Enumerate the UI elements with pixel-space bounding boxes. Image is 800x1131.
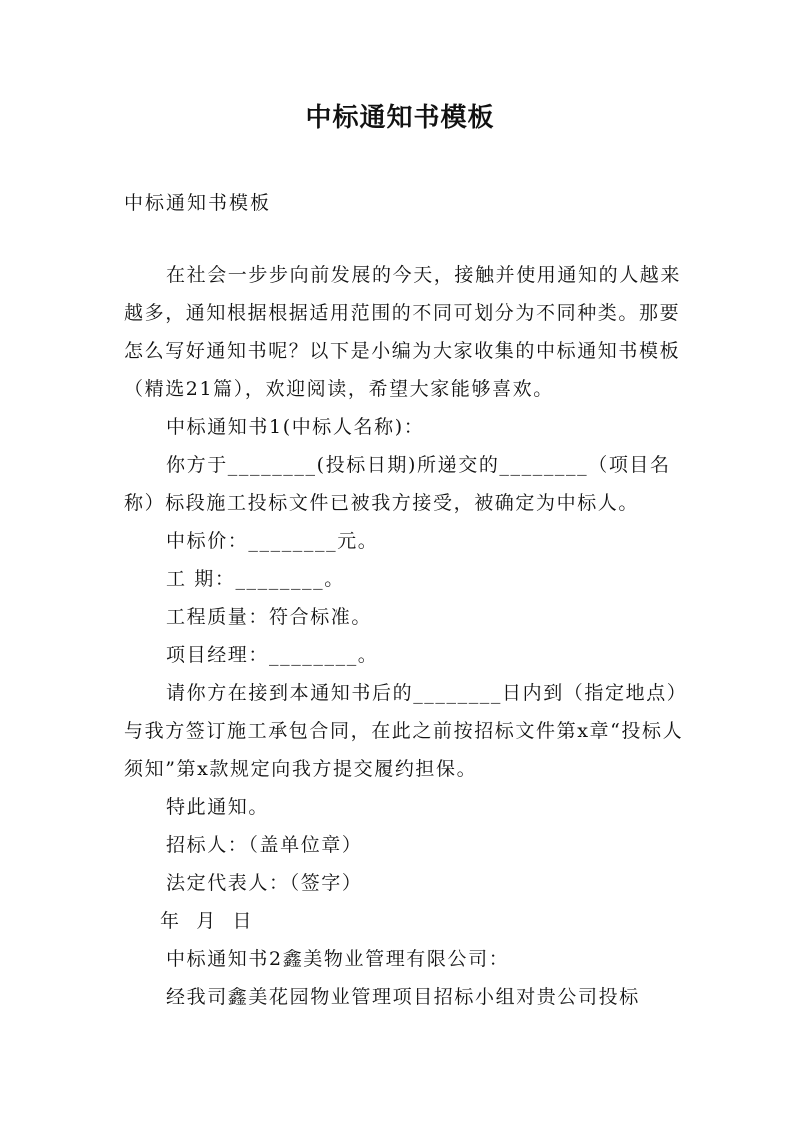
bid-price-line: 中标价：________元。 (166, 530, 379, 552)
legal-representative-line: 法定代表人：（签字） (166, 872, 363, 894)
construction-period-line: 工 期：________。 (166, 568, 345, 590)
notice-2-heading: 中标通知书2鑫美物业管理有限公司： (166, 948, 510, 970)
tenderer-seal-line: 招标人：（盖单位章） (166, 834, 363, 856)
notice-2-body: 经我司鑫美花园物业管理项目招标小组对贵公司投标 (166, 986, 640, 1008)
document-title: 中标通知书模板 (305, 103, 495, 133)
document-subtitle: 中标通知书模板 (124, 192, 272, 214)
bid-acceptance-paragraph: 你方于________(投标日期)所递交的________（项目名称）标段施工投标文件已被我方接受，被确定为中标人。 (124, 454, 671, 514)
contract-instruction-paragraph: 请你方在接到本通知书后的________日内到（指定地点）与我方签订施工承包合同，在此之前按招标文件第x章“投标人须知”第x款规定向我方提交履约担保。 (124, 682, 688, 780)
notice-closing-line: 特此通知。 (166, 796, 270, 818)
project-manager-line: 项目经理：________。 (166, 644, 379, 666)
intro-paragraph: 在社会一步步向前发展的今天，接触并使用通知的人越来越多，通知根据根据适用范围的不同可划分为不同种类。那要怎么写好通知书呢？以下是小编为大家收集的中标通知书模板（精选21篇），欢迎阅读，希望大家能够喜欢。 (124, 264, 682, 400)
date-line: 年 月 日 (160, 910, 254, 932)
document-body (124, 256, 690, 1016)
notice-1-heading: 中标通知书1(中标人名称)： (166, 416, 425, 438)
quality-line: 工程质量：符合标准。 (166, 606, 373, 628)
